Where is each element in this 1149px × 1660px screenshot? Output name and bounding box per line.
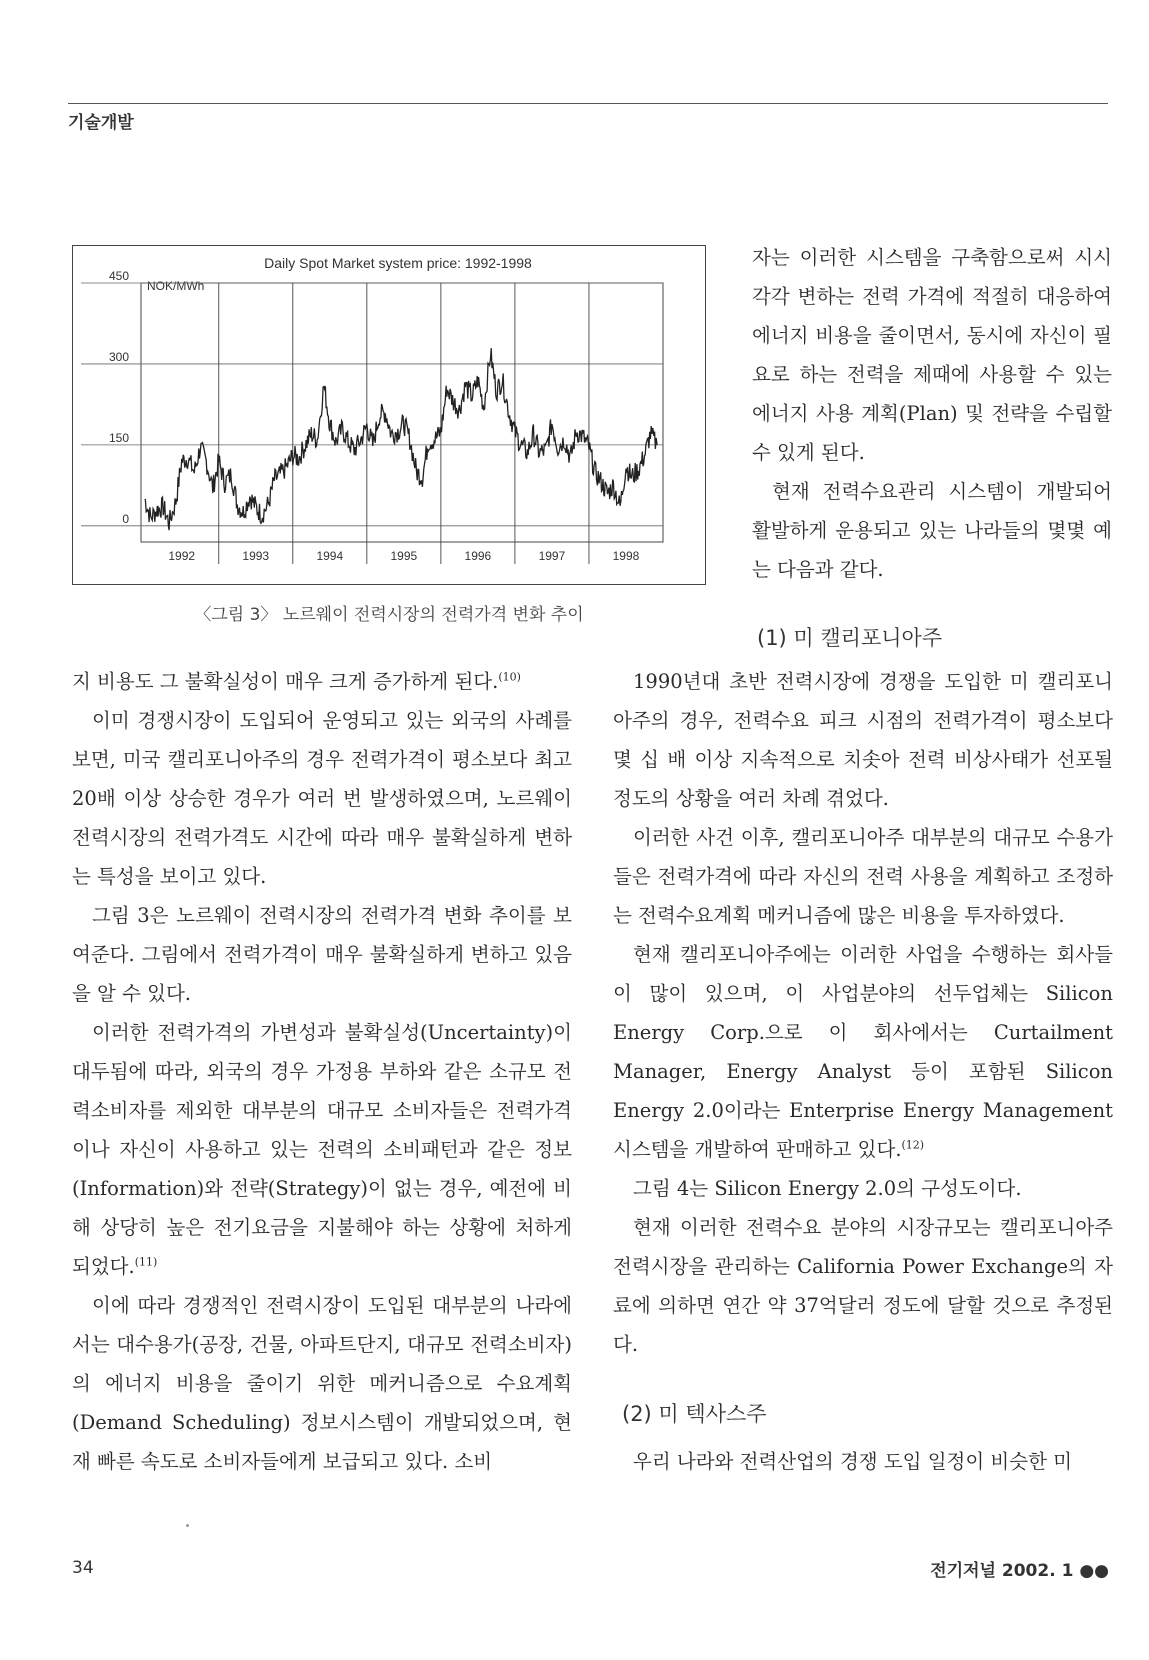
reference-12: (12) (901, 1138, 925, 1152)
paragraph: 우리 나라와 전력산업의 경쟁 도입 일정이 비슷한 미 (633, 1450, 1072, 1473)
subhead-texas: (2) 미 텍사스주 (622, 1402, 767, 1426)
right-column-top (752, 238, 1112, 589)
page-number: 34 (72, 1558, 94, 1578)
paragraph: 그림 3은 노르웨이 전력시장의 전력가격 변화 추이를 보여준다. 그림에서 전력가격이 매우 불확실하게 변하고 있음을 알 수 있다. (72, 904, 572, 1005)
x-tick-label: 1998 (612, 549, 640, 563)
chart-ylabel: NOK/MWh (147, 279, 205, 293)
header-rule (68, 103, 1108, 104)
print-speck (186, 1524, 189, 1527)
price-series-line (145, 348, 657, 530)
paragraph: 이러한 사건 이후, 캘리포니아주 대부분의 대규모 수용가들은 전력가격에 따라 자신의 전력 사용을 계획하고 조정하는 전력수요계획 메커니즘에 많은 비용을 투자하였다. (613, 826, 1113, 927)
section-label: 기술개발 (68, 113, 134, 133)
paragraph: 1990년대 초반 전력시장에 경쟁을 도입한 미 캘리포니아주의 경우, 전력수요 피크 시점의 전력가격이 평소보다 몇 십 배 이상 지속적으로 치솟아 전력 비상사태가 선포될 정도의 상황을 여러 차례 겪었다. (613, 670, 1113, 810)
x-tick-label: 1995 (390, 549, 418, 563)
right-column (613, 662, 1113, 1364)
paragraph: 이러한 전력가격의 가변성과 불확실성(Uncertainty)이 대두됨에 따라, 외국의 경우 가정용 부하와 같은 소규모 전력소비자를 제외한 대부분의 대규모 소비자들은 전력가격이나 자신이 사용하고 있는 전력의 소비패턴과 같은 정보(Information)와 전략(Strategy)이 없는 경우, 예전에 비해 상당히 높은 전기요금을 지불해야 하는 상황에 처하게 되었다.$^{(11)}$ (72, 1021, 572, 1278)
x-tick-label: 1994 (316, 549, 344, 563)
x-tick-label: 1992 (168, 549, 196, 563)
right-column-tail (613, 1442, 1113, 1481)
plot-frame (141, 283, 663, 542)
figure-caption: 〈그림 3〉 노르웨이 전력시장의 전력가격 변화 추이 (194, 605, 584, 625)
chart-title: Daily Spot Market system price: 1992-1998 (264, 255, 532, 271)
reference-10: (10) (498, 670, 521, 684)
price-chart (73, 246, 707, 586)
y-tick-label: 450 (108, 269, 129, 283)
y-tick-label: 0 (122, 511, 129, 526)
paragraph: 자는 이러한 시스템을 구축함으로써 시시각각 변하는 전력 가격에 적절히 대응하여 에너지 비용을 줄이면서, 동시에 자신이 필요로 하는 전력을 제때에 사용할 수 있는 에너지 사용 계획(Plan) 및 전략을 수립할 수 있게 된다. (752, 246, 1112, 464)
paragraph: 현재 전력수요관리 시스템이 개발되어 활발하게 운용되고 있는 나라들의 몇몇 예는 다음과 같다. (752, 480, 1112, 581)
y-tick-label: 150 (108, 430, 129, 445)
x-tick-label: 1993 (242, 549, 270, 563)
reference-11: (11) (134, 1255, 158, 1269)
paragraph: 그림 4는 Silicon Energy 2.0의 구성도이다. (633, 1177, 1022, 1200)
x-tick-label: 1996 (464, 549, 492, 563)
figure-3 (72, 245, 706, 585)
paragraph: 이미 경쟁시장이 도입되어 운영되고 있는 외국의 사례를 보면, 미국 캘리포니아주의 경우 전력가격이 평소보다 최고 20배 이상 상승한 경우가 여러 번 발생하였으며, 노르웨이 전력시장의 전력가격도 시간에 따라 매우 불확실하게 변하는 특성을 보이고 있다. (72, 709, 572, 888)
y-tick-label: 300 (108, 349, 129, 364)
journal-footer: 전기저널 2002. 1 ●● (930, 1561, 1109, 1581)
x-tick-label: 1997 (538, 549, 566, 563)
left-column (72, 662, 572, 1481)
paragraph: 현재 이러한 전력수요 분야의 시장규모는 캘리포니아주 전력시장을 관리하는 California Power Exchange의 자료에 의하면 연간 약 37억달러 정도에 달할 것으로 추정된다. (613, 1216, 1113, 1356)
paragraph: 현재 캘리포니아주에는 이러한 사업을 수행하는 회사들이 많이 있으며, 이 사업분야의 선두업체는 Silicon Energy Corp.으로 이 회사에서는 Curtailment Manager, Energy Analyst 등이 포함된 Silicon Energy 2.0이라는 Enterprise Energy Management 시스템을 개발하여 판매하고 있다.$^{(12)}$ (613, 943, 1113, 1161)
paragraph: 지 비용도 그 불확실성이 매우 크게 증가하게 된다.$^{(10)}$ (72, 670, 521, 693)
subhead-california: (1) 미 캘리포니아주 (757, 626, 943, 650)
paragraph: 이에 따라 경쟁적인 전력시장이 도입된 대부분의 나라에서는 대수용가(공장, 건물, 아파트단지, 대규모 전력소비자)의 에너지 비용을 줄이기 위한 메커니즘으로 수요계획(Demand Scheduling) 정보시스템이 개발되었으며, 현재 빠른 속도로 소비자들에게 보급되고 있다. 소비 (72, 1294, 572, 1473)
